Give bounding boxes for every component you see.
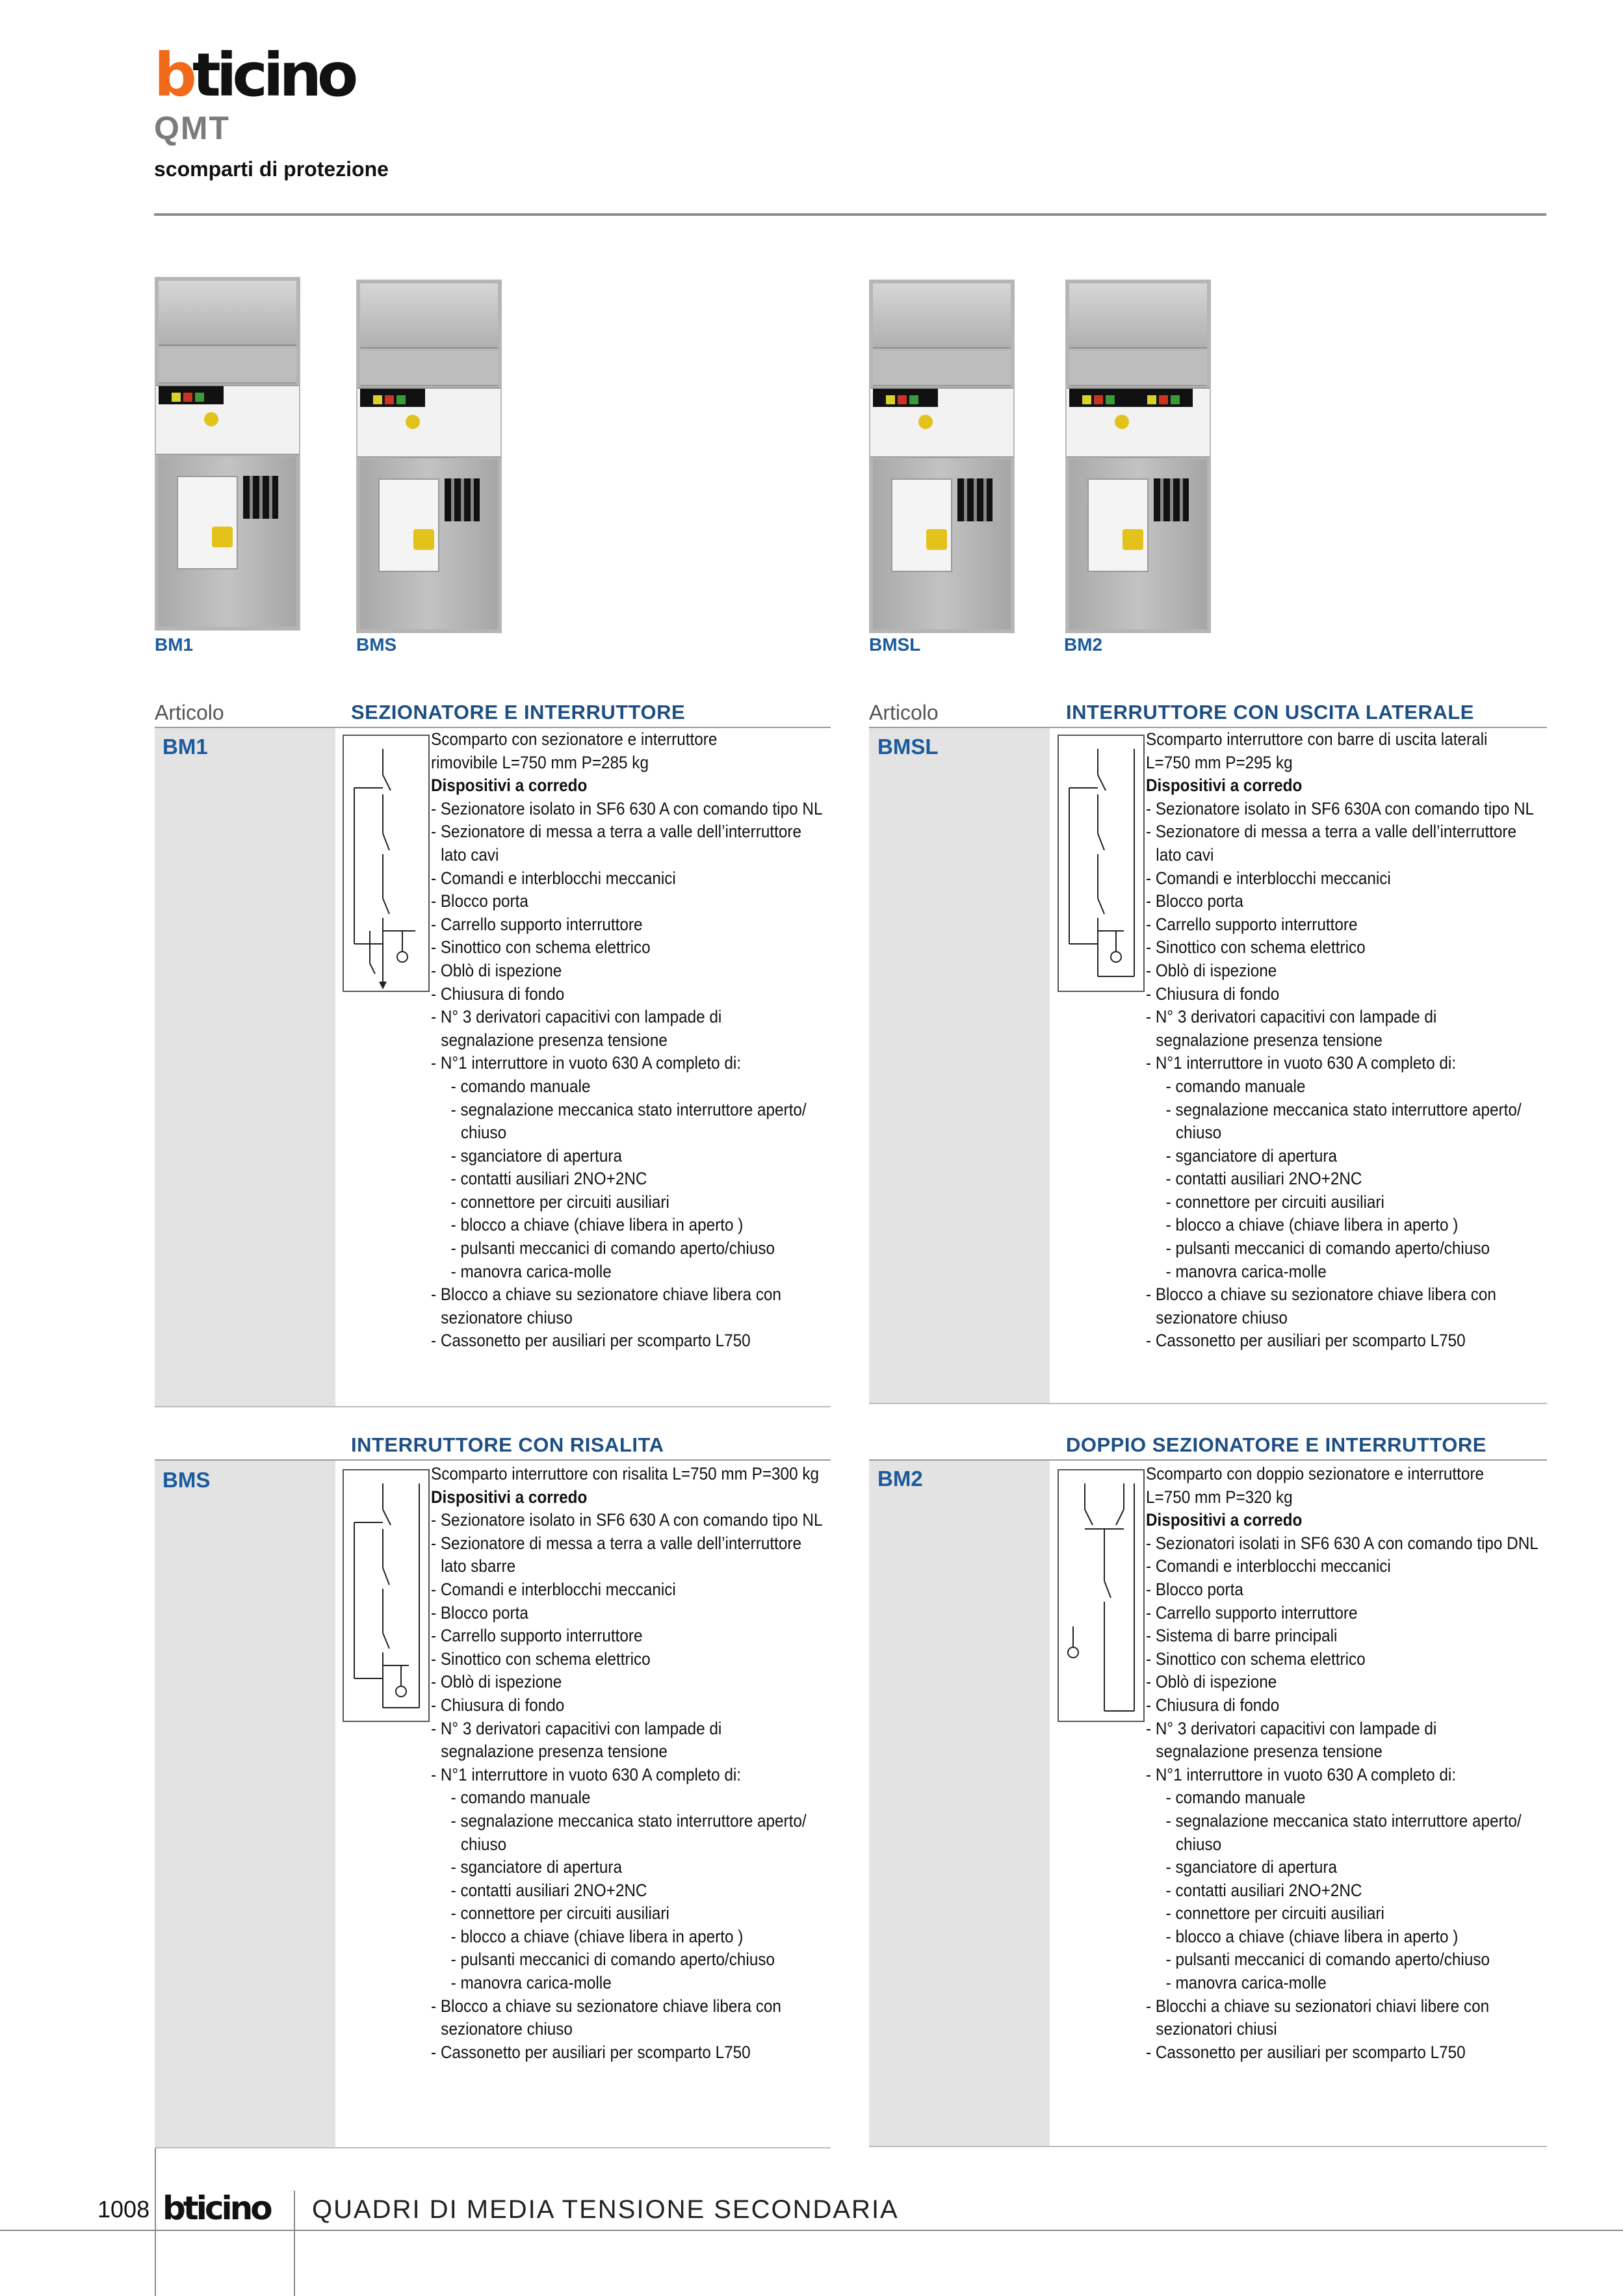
description-line: - Chiusura di fondo	[1146, 984, 1280, 1004]
description-line: - Comandi e interblocchi meccanici	[1146, 1556, 1391, 1576]
cabinet-image-bm2	[1065, 280, 1211, 633]
footer-logo: bticino	[162, 2189, 270, 2227]
description-line: - connettore per circuiti ausiliari	[1165, 1192, 1384, 1212]
description-line: - sganciatore di apertura	[450, 1145, 623, 1166]
description-line: - blocco a chiave (chiave libera in aperto )	[450, 1926, 744, 1946]
description-line: rimovibile L=750 mm P=285 kg	[431, 752, 649, 772]
description-line: - connettore per circuiti ausiliari	[450, 1903, 669, 1924]
description-line: - blocco a chiave (chiave libera in aperto )	[450, 1215, 744, 1235]
bticino-logo: bticino	[154, 40, 354, 110]
description-line: - contatti ausiliari 2NO+2NC	[1165, 1880, 1362, 1900]
section-bottom-rule	[155, 1406, 831, 1407]
articolo-label: Articolo	[869, 701, 939, 724]
description-line: - Cassonetto per ausiliari per scomparto L750	[431, 2042, 751, 2062]
circuit-diagram	[1058, 735, 1145, 992]
code-column	[869, 728, 1050, 1404]
description-line: - N°1 interruttore in vuoto 630 A completo di:	[1146, 1053, 1457, 1073]
description-line: - Cassonetto per ausiliari per scomparto L750	[1146, 2042, 1466, 2062]
page-subtitle: scomparti di protezione	[154, 157, 389, 181]
description-line: - Blocco a chiave su sezionatore chiave libera con	[431, 1285, 781, 1305]
description-line: - Chiusura di fondo	[1146, 1695, 1280, 1715]
cabinet-image-bms	[356, 280, 502, 633]
description-line: - segnalazione meccanica stato interruttore aperto/	[1165, 1810, 1522, 1831]
description-line: segnalazione presenza tensione	[1156, 1742, 1383, 1762]
description-line: - Blocco a chiave su sezionatore chiave libera con	[431, 1996, 781, 2016]
article-code: BM1	[162, 735, 208, 759]
description-line: - pulsanti meccanici di comando aperto/chiuso	[450, 1950, 775, 1970]
description-line: - Sezionatore isolato in SF6 630A con comando tipo NL	[1146, 798, 1535, 818]
description-line: segnalazione presenza tensione	[1156, 1030, 1383, 1050]
description-line: - Sezionatore di messa a terra a valle dell’interruttore	[431, 822, 801, 842]
description-line: L=750 mm P=295 kg	[1146, 752, 1293, 772]
description-line: - Carrello supporto interruttore	[431, 914, 643, 934]
code-column	[155, 728, 335, 1407]
section-bottom-rule	[869, 1403, 1547, 1404]
cabinet-label-bmsl: BMSL	[869, 634, 921, 655]
description-line: - Sinottico con schema elettrico	[431, 1649, 651, 1669]
footer-title: QUADRI DI MEDIA TENSIONE SECONDARIA	[312, 2195, 899, 2224]
description-line: - pulsanti meccanici di comando aperto/chiuso	[450, 1238, 775, 1259]
description-line: - Blocco porta	[1146, 891, 1243, 911]
description-line: - Chiusura di fondo	[431, 1695, 565, 1715]
description-line: - Blocco porta	[431, 891, 528, 911]
section-title: INTERRUTTORE CON USCITA LATERALE	[1066, 701, 1474, 724]
circuit-diagram	[343, 1469, 430, 1722]
cabinet-image-bmsl	[869, 280, 1015, 633]
description-line: - Sinottico con schema elettrico	[431, 937, 651, 958]
description-line: segnalazione presenza tensione	[441, 1030, 668, 1050]
description-line: - N° 3 derivatori capacitivi con lampade di	[431, 1718, 722, 1738]
description-line: - N° 3 derivatori capacitivi con lampade di	[1146, 1007, 1437, 1027]
article-code: BMSL	[877, 735, 939, 759]
cabinet-label-bm2: BM2	[1064, 634, 1103, 655]
description-line: - Blocco porta	[431, 1602, 528, 1623]
description-line: - Oblò di ispezione	[1146, 960, 1277, 980]
description-line: lato cavi	[441, 844, 499, 865]
description-line: - Sezionatore di messa a terra a valle dell’interruttore	[431, 1533, 801, 1553]
description-line: - Oblò di ispezione	[1146, 1672, 1277, 1692]
article-code: BM2	[877, 1467, 923, 1491]
header-divider	[154, 213, 1546, 216]
description-line: chiuso	[460, 1834, 507, 1854]
description-line: - segnalazione meccanica stato interruttore aperto/	[450, 1099, 807, 1119]
code-column	[869, 1461, 1050, 2147]
description-line: - Carrello supporto interruttore	[1146, 914, 1358, 934]
description-line: - Oblò di ispezione	[431, 960, 562, 980]
description-line: - Sinottico con schema elettrico	[1146, 1649, 1366, 1669]
description-line: sezionatori chiusi	[1156, 2019, 1277, 2039]
description-line: sezionatore chiuso	[441, 2019, 573, 2039]
description-line: - Sezionatore di messa a terra a valle dell’interruttore	[1146, 822, 1516, 842]
description-line: - manovra carica-molle	[450, 1261, 612, 1281]
description-line: Dispositivi a corredo	[431, 1487, 588, 1507]
footer-divider-left	[155, 2148, 156, 2296]
description-line: lato sbarre	[441, 1556, 516, 1576]
description-line: chiuso	[1175, 1834, 1222, 1854]
description-line: - manovra carica-molle	[450, 1973, 612, 1993]
description-line: - comando manuale	[1165, 1076, 1306, 1096]
description-line: L=750 mm P=320 kg	[1146, 1487, 1293, 1507]
page-title: QMT	[154, 110, 231, 146]
description-line: segnalazione presenza tensione	[441, 1742, 668, 1762]
description-line: - Sistema di barre principali	[1146, 1626, 1338, 1646]
description-line: - segnalazione meccanica stato interruttore aperto/	[450, 1810, 807, 1831]
description-line: sezionatore chiuso	[1156, 1307, 1288, 1327]
description-line: - sganciatore di apertura	[1165, 1145, 1338, 1166]
circuit-diagram	[1058, 1469, 1145, 1722]
section-bottom-rule	[155, 2147, 831, 2148]
description-line: - contatti ausiliari 2NO+2NC	[450, 1169, 647, 1189]
cabinet-label-bm1: BM1	[155, 634, 194, 655]
footer-rule	[0, 2230, 1623, 2231]
article-code: BMS	[162, 1468, 211, 1492]
description-line: - comando manuale	[1165, 1788, 1306, 1808]
description-line: - manovra carica-molle	[1165, 1973, 1327, 1993]
cabinet-image-bm1	[155, 277, 300, 631]
section-title: INTERRUTTORE CON RISALITA	[351, 1433, 664, 1456]
description-list	[431, 1463, 822, 2064]
description-line: sezionatore chiuso	[441, 1307, 573, 1327]
description-line: - Oblò di ispezione	[431, 1672, 562, 1692]
description-line: Scomparto interruttore con risalita L=750 mm P=300 kg	[431, 1464, 820, 1483]
description-line: - N°1 interruttore in vuoto 630 A completo di:	[431, 1053, 742, 1073]
description-line: - blocco a chiave (chiave libera in aperto )	[1165, 1215, 1459, 1235]
description-line: - manovra carica-molle	[1165, 1261, 1327, 1281]
description-line: - Cassonetto per ausiliari per scomparto L750	[1146, 1331, 1466, 1351]
description-line: - sganciatore di apertura	[450, 1857, 623, 1877]
description-line: - contatti ausiliari 2NO+2NC	[450, 1880, 647, 1900]
description-line: - Carrello supporto interruttore	[431, 1626, 643, 1646]
description-line: chiuso	[1175, 1123, 1222, 1143]
description-line: - blocco a chiave (chiave libera in aperto )	[1165, 1926, 1459, 1946]
description-line: - connettore per circuiti ausiliari	[450, 1192, 669, 1212]
description-line: Scomparto con doppio sezionatore e interruttore	[1146, 1464, 1485, 1483]
description-line: - Blocchi a chiave su sezionatori chiavi libere con	[1146, 1996, 1490, 2016]
description-line: - Comandi e interblocchi meccanici	[1146, 868, 1391, 888]
description-line: lato cavi	[1156, 844, 1214, 865]
description-line: - pulsanti meccanici di comando aperto/chiuso	[1165, 1950, 1490, 1970]
description-line: chiuso	[460, 1123, 507, 1143]
cabinet-label-bms: BMS	[356, 634, 397, 655]
description-line: - Sezionatori isolati in SF6 630 A con comando tipo DNL	[1146, 1533, 1539, 1553]
description-line: - N°1 interruttore in vuoto 630 A completo di:	[431, 1764, 742, 1784]
description-line: - Sinottico con schema elettrico	[1146, 937, 1366, 958]
description-line: - Comandi e interblocchi meccanici	[431, 1579, 676, 1599]
description-line: - N°1 interruttore in vuoto 630 A completo di:	[1146, 1764, 1457, 1784]
description-line: - Chiusura di fondo	[431, 984, 565, 1004]
description-line: Dispositivi a corredo	[431, 776, 588, 796]
description-line: - Blocco porta	[1146, 1579, 1243, 1599]
description-line: Dispositivi a corredo	[1146, 1510, 1303, 1530]
description-line: - pulsanti meccanici di comando aperto/chiuso	[1165, 1238, 1490, 1259]
description-line: - Cassonetto per ausiliari per scomparto L750	[431, 1331, 751, 1351]
page-number: 1008	[97, 2196, 150, 2223]
code-column	[155, 1461, 335, 2148]
footer-divider-right	[294, 2191, 295, 2296]
description-line: - sganciatore di apertura	[1165, 1857, 1338, 1877]
description-line: - comando manuale	[450, 1788, 591, 1808]
description-line: - Sezionatore isolato in SF6 630 A con comando tipo NL	[431, 1510, 823, 1530]
description-line: Scomparto con sezionatore e interruttore	[431, 729, 718, 749]
description-line: Scomparto interruttore con barre di uscita laterali	[1146, 729, 1488, 749]
articolo-label: Articolo	[155, 701, 224, 724]
description-line: - Blocco a chiave su sezionatore chiave libera con	[1146, 1285, 1496, 1305]
description-line: - Comandi e interblocchi meccanici	[431, 868, 676, 888]
description-list	[431, 728, 822, 1353]
description-line: - contatti ausiliari 2NO+2NC	[1165, 1169, 1362, 1189]
description-line: - segnalazione meccanica stato interruttore aperto/	[1165, 1099, 1522, 1119]
description-list	[1146, 1463, 1539, 2064]
description-line: - N° 3 derivatori capacitivi con lampade di	[431, 1007, 722, 1027]
section-bottom-rule	[869, 2146, 1547, 2147]
circuit-diagram	[343, 735, 430, 992]
description-line: - N° 3 derivatori capacitivi con lampade di	[1146, 1718, 1437, 1738]
description-line: - Sezionatore isolato in SF6 630 A con comando tipo NL	[431, 798, 823, 818]
section-title: DOPPIO SEZIONATORE E INTERRUTTORE	[1066, 1433, 1487, 1456]
description-line: Dispositivi a corredo	[1146, 776, 1303, 796]
description-line: - Carrello supporto interruttore	[1146, 1602, 1358, 1623]
description-line: - comando manuale	[450, 1076, 591, 1096]
description-list	[1146, 728, 1534, 1353]
description-line: - connettore per circuiti ausiliari	[1165, 1903, 1384, 1924]
section-title: SEZIONATORE E INTERRUTTORE	[351, 701, 686, 724]
